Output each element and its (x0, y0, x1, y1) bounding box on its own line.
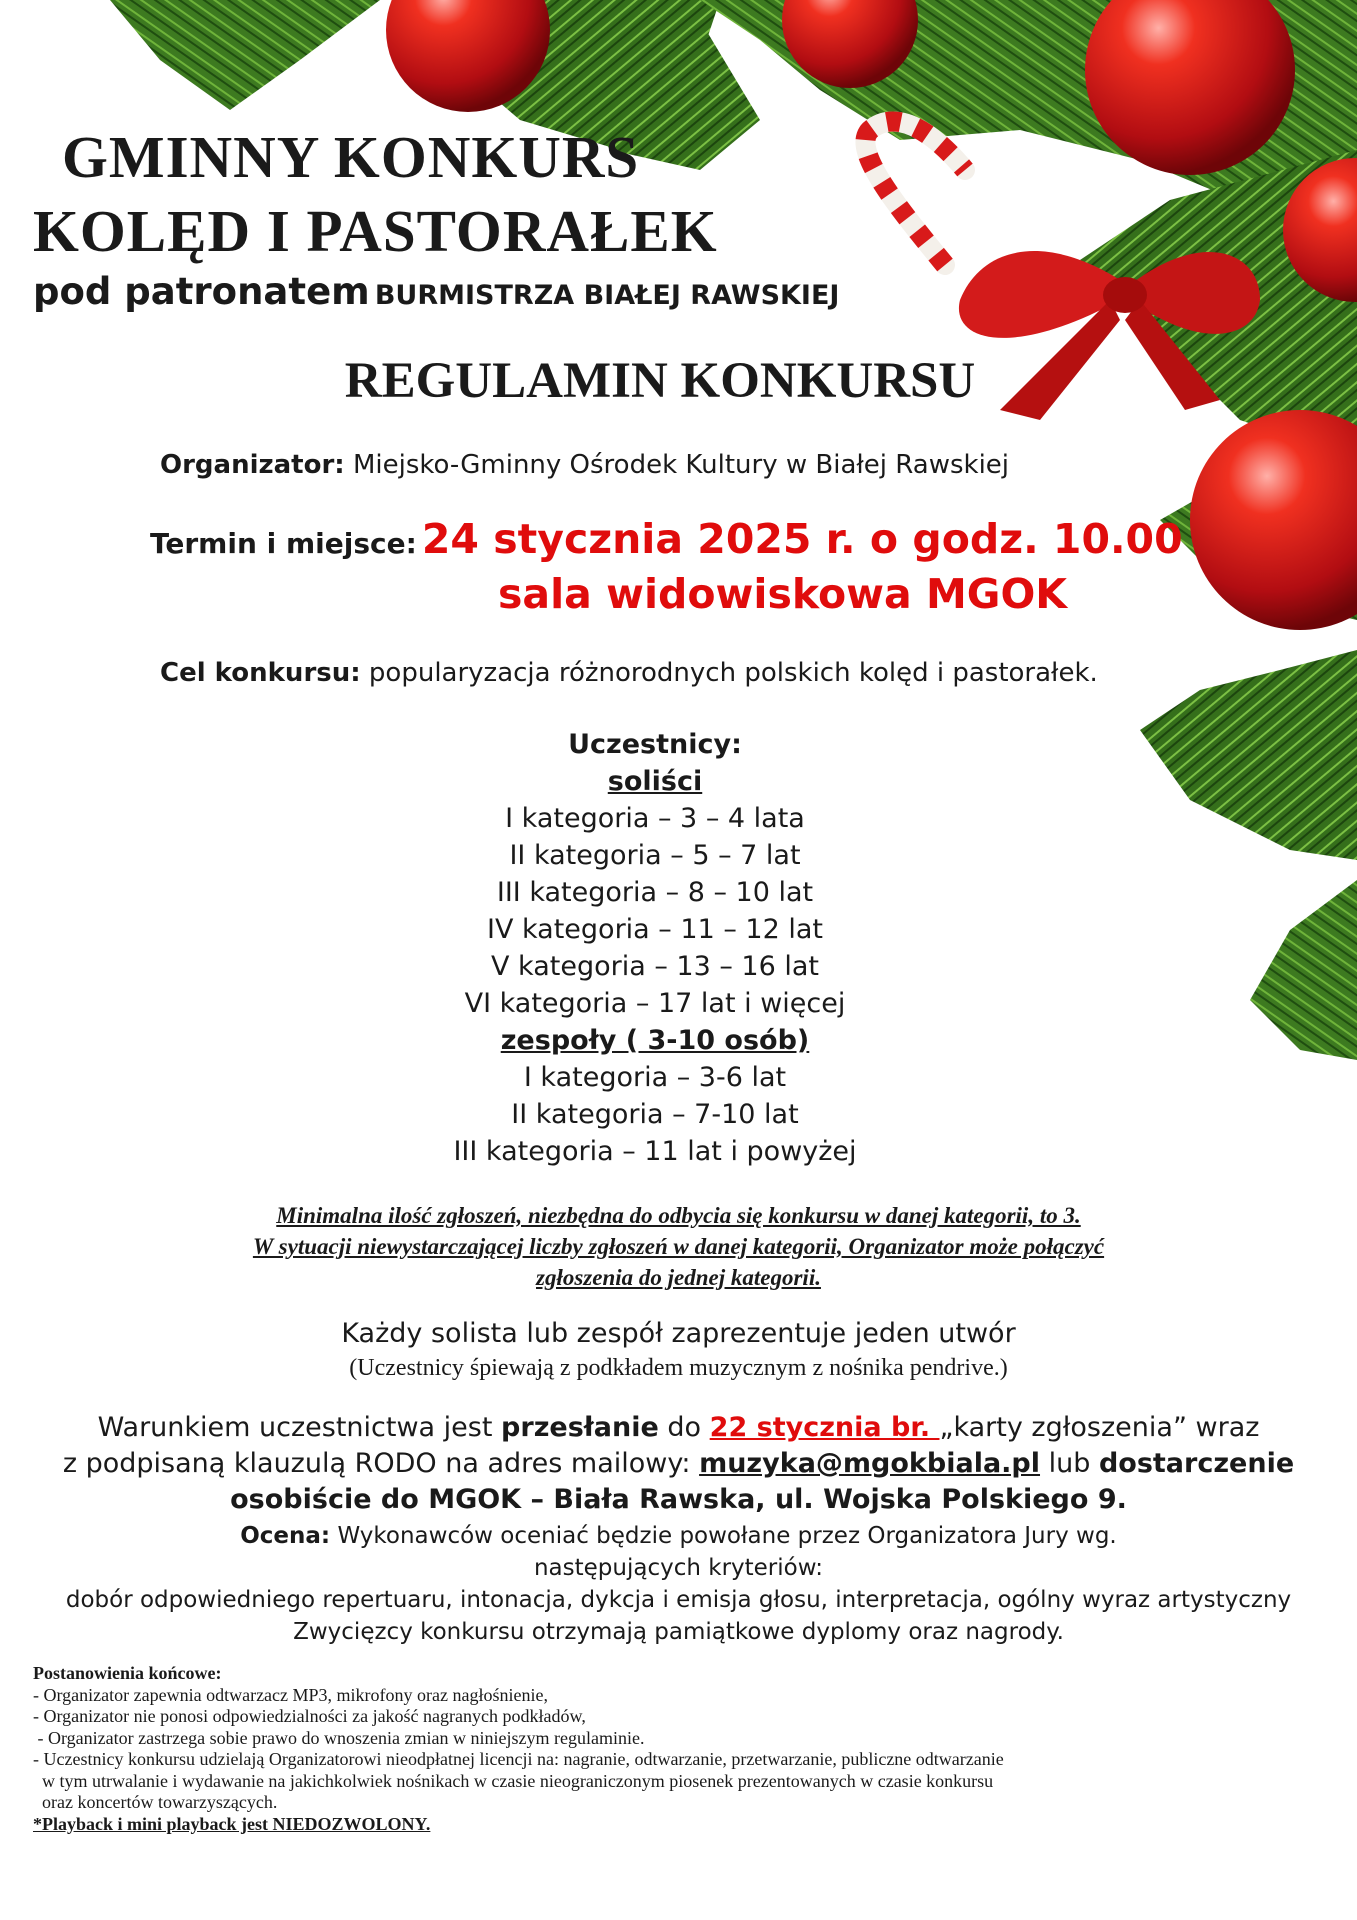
participants-section (250, 726, 1060, 1170)
organizer-value: Miejsko-Gminny Ośrodek Kultury w Białej Rawskiej (352, 450, 1010, 480)
organizer (160, 450, 1009, 480)
performance-note: (Uczestnicy śpiewają z podkładem muzycznym z nośnika pendrive.) (349, 1355, 1008, 1381)
group-category: I kategoria – 3-6 lat (523, 1062, 787, 1093)
participants-heading: Uczestnicy: (568, 729, 742, 760)
soloist-category: VI kategoria – 17 lat i więcej (464, 988, 846, 1019)
title-line-1: GMINNY KONKURS (62, 124, 640, 190)
evaluation-text: Wykonawców oceniać będzie powołane przez Organizatora Jury wg. (330, 1523, 1117, 1549)
organizer-label: Organizator: (160, 450, 345, 480)
soloists-heading: soliści (607, 766, 703, 797)
soloist-category: II kategoria – 5 – 7 lat (509, 840, 801, 871)
registration-conditions (0, 1410, 1357, 1518)
candy-cane (865, 121, 965, 265)
registration-text: lub (1040, 1448, 1099, 1479)
group-category: II kategoria – 7-10 lat (511, 1099, 799, 1130)
notice-line: zgłoszenia do jednej kategorii. (536, 1265, 821, 1290)
provision-item: - Uczestnicy konkursu udzielają Organizatorowi nieodpłatnej licencji na: nagranie, odtwarzanie, przetwarzanie, publiczne odtwarzanie (33, 1749, 1004, 1769)
group-category: III kategoria – 11 lat i powyżej (453, 1136, 857, 1167)
registration-text: z podpisaną klauzulą RODO na adres mailowy: (62, 1448, 700, 1479)
provision-item: - Organizator nie ponosi odpowiedzialności za jakość nagranych podkładów, (33, 1706, 586, 1726)
groups-heading: zespoły ( 3-10 osób) (500, 1025, 810, 1056)
provision-item: - Organizator zastrzega sobie prawo do wnoszenia zmian w niniejszym regulaminie. (33, 1727, 645, 1748)
regulation-title: REGULAMIN KONKURSU (344, 353, 976, 409)
patronage-lead: pod patronatem (33, 270, 370, 313)
registration-text: do (658, 1412, 710, 1443)
event-label: Termin i miejsce: (150, 527, 417, 560)
evaluation-text: następujących kryteriów: (533, 1555, 824, 1581)
evaluation-label: Ocena: (240, 1523, 331, 1549)
playback-warning: *Playback i mini playback jest NIEDOZWOLONY. (33, 1813, 431, 1834)
provision-item: w tym utrwalanie i wydawanie na jakichkolwiek nośnikach w czasie nieograniczonym piosenek prezentowanych w czasie konkursu (33, 1770, 994, 1791)
soloist-category: IV kategoria – 11 – 12 lat (487, 914, 823, 945)
goal-label: Cel konkursu: (160, 658, 361, 688)
email-link[interactable]: muzyka@mgokbiala.pl (699, 1448, 1041, 1479)
provision-item: - Organizator zapewnia odtwarzacz MP3, mikrofony oraz nagłośnienie, (33, 1684, 548, 1705)
provision-item: oraz koncertów towarzyszących. (33, 1792, 278, 1812)
final-provisions-heading: Postanowienia końcowe: (33, 1663, 222, 1683)
registration-bold: dostarczenie (1098, 1448, 1295, 1479)
event-date-value: 24 stycznia 2025 r. o godz. 10.00 (421, 515, 1183, 563)
final-provisions (33, 1663, 1333, 1835)
registration-bold: przesłanie (501, 1412, 659, 1443)
title-line-2: KOLĘD I PASTORAŁEK (33, 198, 718, 264)
soloist-category: I kategoria – 3 – 4 lata (505, 803, 805, 834)
notice-line: W sytuacji niewystarczającej liczby zgłoszeń w danej kategorii, Organizator może połączyć (252, 1234, 1105, 1259)
notice-line: Minimalna ilość zgłoszeń, niezbędna do odbycia się konkursu w danej kategorii, to 3. (276, 1203, 1081, 1228)
event-date (150, 515, 1183, 563)
minimum-entries-notice (20, 1200, 1337, 1293)
contest-goal (160, 658, 1098, 688)
patronage (33, 270, 839, 313)
goal-value: popularyzacja różnorodnych polskich kolęd i pastorałek. (368, 658, 1098, 688)
registration-address: osobiście do MGOK – Biała Rawska, ul. Wojska Polskiego 9. (230, 1484, 1127, 1515)
evaluation-criteria: dobór odpowiedniego repertuaru, intonacja, dykcja i emisja głosu, interpretacja, ogólny wyraz artystyczny (65, 1587, 1292, 1613)
registration-text: Warunkiem uczestnictwa jest (97, 1412, 502, 1443)
evaluation-prizes: Zwycięzcy konkursu otrzymają pamiątkowe dyplomy oraz nagrody. (293, 1619, 1064, 1645)
soloist-category: V kategoria – 13 – 16 lat (490, 951, 820, 982)
patronage-name: BURMISTRZA BIAŁEJ RAWSKIEJ (374, 280, 840, 311)
registration-deadline: 22 stycznia br. (709, 1412, 940, 1443)
evaluation (0, 1520, 1357, 1648)
registration-text: „karty zgłoszenia” wraz (939, 1412, 1260, 1443)
event-place: sala widowiskowa MGOK (498, 570, 1068, 618)
bauble (1190, 410, 1357, 630)
soloist-category: III kategoria – 8 – 10 lat (496, 877, 814, 908)
performance-line: Każdy solista lub zespół zaprezentuje jeden utwór (341, 1318, 1016, 1349)
